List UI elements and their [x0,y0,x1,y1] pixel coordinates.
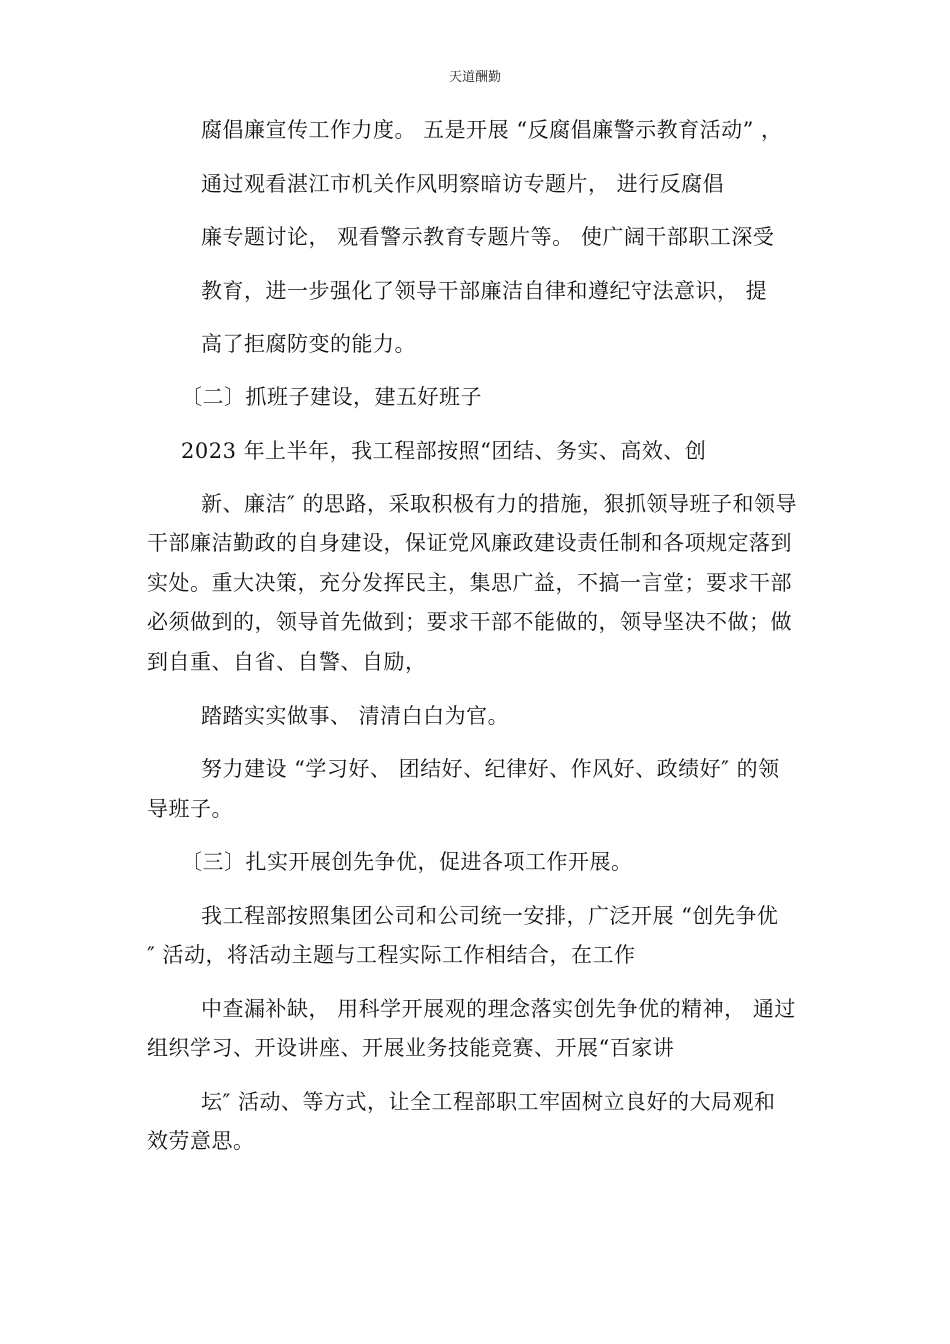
body-line: 新、廉洁″ 的思路，采取积极有力的措施，狠抓领导班子和领导 [201,492,798,516]
body-line: 教育，进一步强化了领导干部廉洁自律和遵纪守法意识， 提 [201,279,768,303]
body-line: 踏踏实实做事、 清清白白为官。 [201,704,510,728]
body-line: 腐倡廉宣传工作力度。 五是开展 “反腐倡廉警示教育活动” ， [201,118,783,142]
body-line: 通过观看湛江市机关作风明察暗访专题片， 进行反腐倡 [201,172,725,196]
body-line: 效劳意思。 [147,1129,255,1153]
body-line: 廉专题讨论， 观看警示教育专题片等。 使广阔干部职工深受 [201,225,775,249]
body-line: 坛″ 活动、等方式，让全工程部职工牢固树立良好的大局观和 [201,1090,776,1114]
page-header: 天道酬勤 [448,70,501,85]
body-line: 必须做到的，领导首先做到；要求干部不能做的，领导坚决不做；做 [147,610,792,634]
body-line: 实处。重大决策，充分发挥民主，集思广益，不搞一言堂；要求干部 [147,571,792,595]
section-heading: 〔三〕扎实开展创先争优，促进各项工作开展。 [181,850,633,874]
body-line: 到自重、自省、自警、自励， [147,650,427,674]
body-line: 干部廉洁勤政的自身建设，保证党风廉政建设责任制和各项规定落到 [147,531,792,555]
body-line: ″ 活动，将活动主题与工程实际工作相结合，在工作 [147,943,636,967]
body-line: 努力建设 “学习好、 团结好、纪律好、作风好、政绩好″ 的领 [201,757,780,781]
body-line: 高了拒腐防变的能力。 [201,332,416,356]
body-line: 2023 年上半年，我工程部按照“团结、务实、高效、创 [181,439,707,463]
body-line: 中查漏补缺， 用科学开展观的理念落实创先争优的精神， 通过 [201,997,796,1021]
body-line: 导班子。 [147,797,233,821]
body-line: 我工程部按照集团公司和公司统一安排，广泛开展 “创先争优 [201,904,779,928]
section-heading: 〔二〕抓班子建设，建五好班子 [181,385,482,409]
body-line: 组织学习、开设讲座、开展业务技能竞赛、开展“百家讲 [147,1036,675,1060]
